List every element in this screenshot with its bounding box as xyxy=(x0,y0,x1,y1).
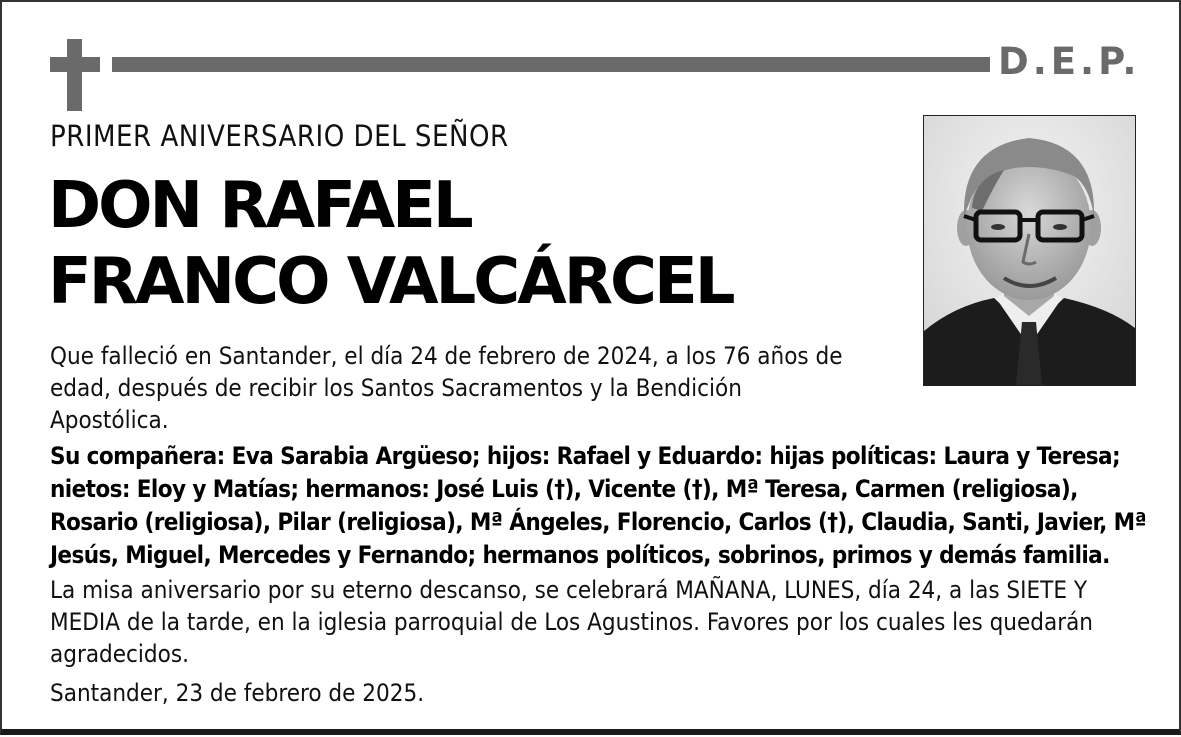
portrait-illustration xyxy=(924,116,1135,385)
portrait-photo xyxy=(923,115,1136,386)
deceased-name xyxy=(48,168,733,320)
anniversary-heading: PRIMER ANIVERSARIO DEL SEÑOR xyxy=(50,119,509,153)
family-members: Su compañera: Eva Sarabia Argüeso; hijos: Rafael y Eduardo: hijas políticas: Laura y Teresa; nietos: Eloy y Matías; hermanos: José Luis (†), Vicente (†), Mª Teresa, Carmen (religiosa), Rosario (religiosa), Pilar (religiosa), Mª Ángeles, Florencio, Carlos (†), Claudia, Santi, Javier, Mª Jesús, Miguel, Mercedes y Fernando; hermanos políticos, sobrinos, primos y demás familia. xyxy=(50,442,1147,569)
deceased-name-line-1: DON RAFAEL xyxy=(48,169,471,243)
header-rule xyxy=(112,57,990,72)
mass-announcement: La misa aniversario por su eterno descanso, se celebrará MAÑANA, LUNES, día 24, a las SIETE Y MEDIA de la tarde, en la iglesia parroquial de Los Agustinos. Favores por los cuales les quedarán agradecidos. xyxy=(50,576,1093,668)
deceased-name-line-2: FRANCO VALCÁRCEL xyxy=(48,245,733,319)
place-and-date: Santander, 23 de febrero de 2025. xyxy=(50,679,425,707)
death-details: Que falleció en Santander, el día 24 de febrero de 2024, a los 76 años de edad, después de recibir los Santos Sacramentos y la Bendición Apostólica. xyxy=(50,342,843,434)
dep-label: D.E.P. xyxy=(998,40,1141,83)
latin-cross-icon xyxy=(50,39,100,111)
